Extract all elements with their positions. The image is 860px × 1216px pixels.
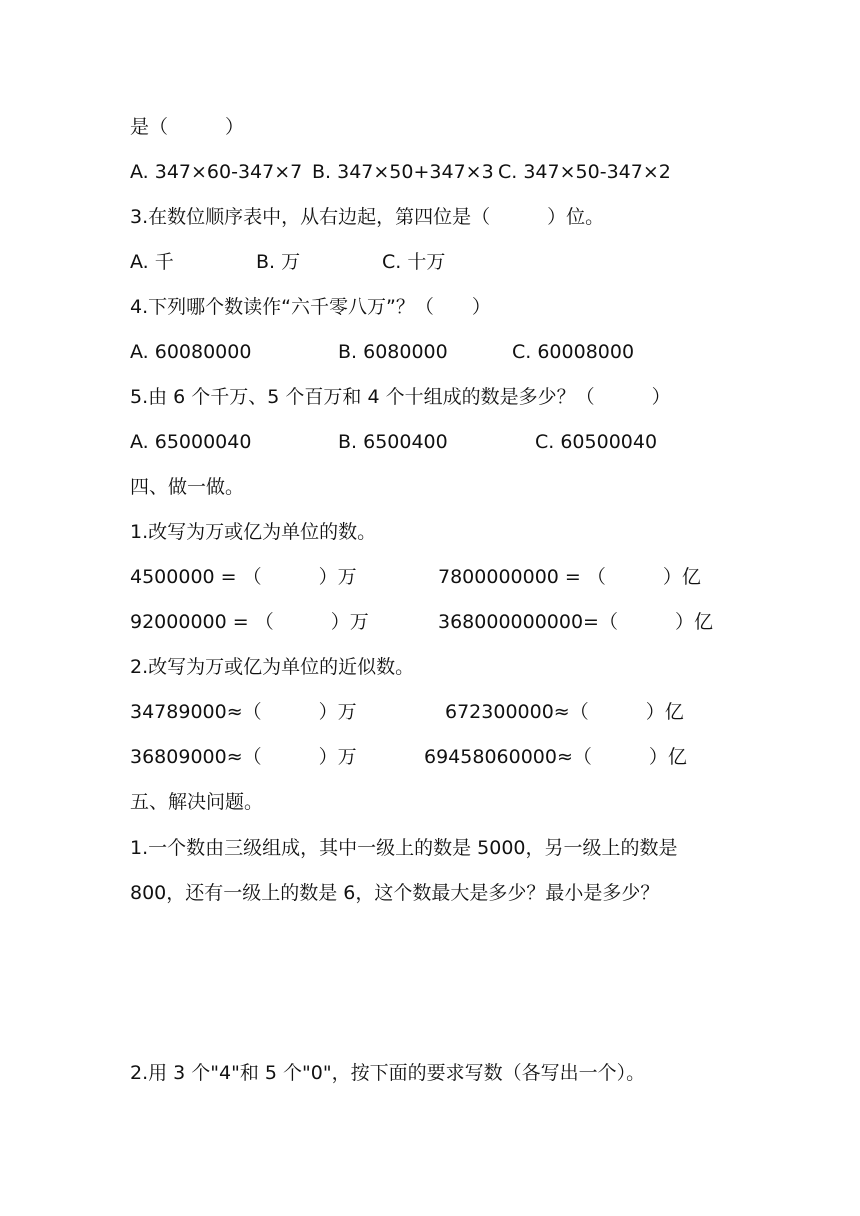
q3-option-b: B. 万 <box>256 251 301 273</box>
section-5-heading: 五、解决问题。 <box>130 791 264 813</box>
q3-option-c: C. 十万 <box>382 251 446 273</box>
s5-question-1-line-2: 800，还有一级上的数是 6，这个数最大是多少？最小是多少？ <box>130 882 660 904</box>
s4q2-item-a: 34789000≈（ ）万 <box>130 701 357 723</box>
question-4: 4.下列哪个数读作“六千零八万”？（ ） <box>130 296 491 318</box>
s4q2-item-d: 69458060000≈（ ）亿 <box>424 746 687 768</box>
q3-option-a: A. 千 <box>130 251 174 273</box>
question-5: 5.由 6 个千万、5 个百万和 4 个十组成的数是多少？（ ） <box>130 386 671 408</box>
s5-question-2: 2.用 3 个"4"和 5 个"0"，按下面的要求写数（各写出一个）。 <box>130 1062 646 1084</box>
section-4-heading: 四、做一做。 <box>130 476 245 498</box>
question-2-tail: 是（ ） <box>130 116 245 138</box>
q2-option-a: A. 347×60-347×7 <box>130 161 303 183</box>
s4q1-item-b: 7800000000 = （ ）亿 <box>438 566 701 588</box>
q2-option-b: B. 347×50+347×3 <box>312 161 494 183</box>
s4-question-2: 2.改写为万或亿为单位的近似数。 <box>130 656 415 678</box>
s4q2-item-b: 672300000≈（ ）亿 <box>445 701 684 723</box>
q4-option-a: A. 60080000 <box>130 341 252 363</box>
q4-option-b: B. 6080000 <box>338 341 448 363</box>
s4q1-item-a: 4500000 = （ ）万 <box>130 566 357 588</box>
q5-option-c: C. 60500040 <box>535 431 658 453</box>
q2-option-c: C. 347×50-347×2 <box>498 161 671 183</box>
s4q2-item-c: 36809000≈（ ）万 <box>130 746 357 768</box>
s4q1-item-d: 368000000000=（ ）亿 <box>438 611 713 633</box>
s4q1-item-c: 92000000 = （ ）万 <box>130 611 369 633</box>
question-3: 3.在数位顺序表中，从右边起，第四位是（ ）位。 <box>130 206 605 228</box>
s5-question-1-line-1: 1.一个数由三级组成，其中一级上的数是 5000，另一级上的数是 <box>130 837 678 859</box>
q5-option-a: A. 65000040 <box>130 431 252 453</box>
q4-option-c: C. 60008000 <box>512 341 635 363</box>
q5-option-b: B. 6500400 <box>338 431 448 453</box>
s4-question-1: 1.改写为万或亿为单位的数。 <box>130 521 377 543</box>
